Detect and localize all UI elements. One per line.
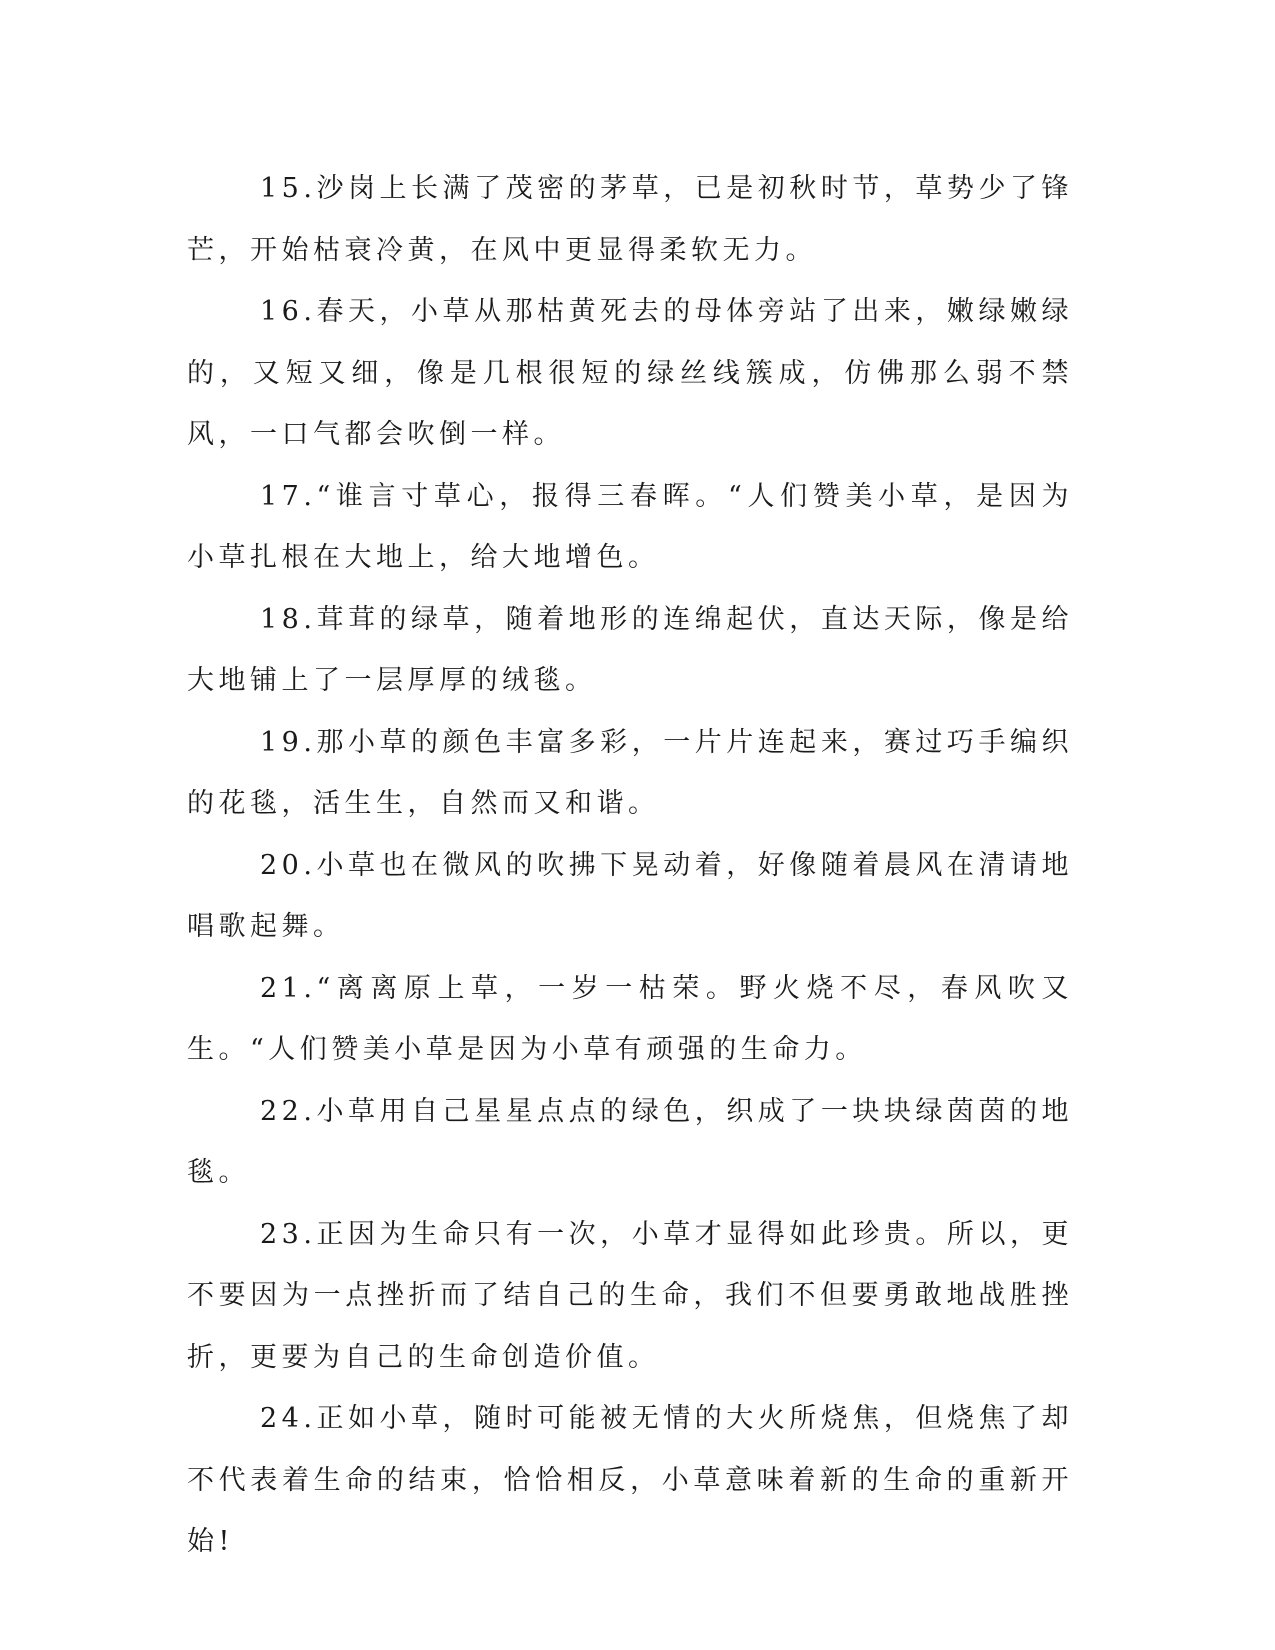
paragraph-23: 23.正因为生命只有一次，小草才显得如此珍贵。所以，更不要因为一点挫折而了结自己的生命，我们不但要勇敢地战胜挫折，更要为自己的生命创造价值。 <box>187 1218 1073 1373</box>
paragraph-21: 21.“离离原上草，一岁一枯荣。野火烧不尽，春风吹又生。“人们赞美小草是因为小草有顽强的生命力。 <box>187 972 1073 1065</box>
paragraph-19: 19.那小草的颜色丰富多彩，一片片连起来，赛过巧手编织的花毯，活生生，自然而又和谐。 <box>187 726 1073 819</box>
paragraph-22: 22.小草用自己星星点点的绿色，织成了一块块绿茵茵的地毯。 <box>187 1095 1073 1188</box>
paragraph-20: 20.小草也在微风的吹拂下晃动着，好像随着晨风在清请地唱歌起舞。 <box>187 849 1073 942</box>
paragraph-15: 15.沙岗上长满了茂密的茅草，已是初秋时节，草势少了锋芒，开始枯衰冷黄，在风中更显得柔软无力。 <box>187 173 1073 266</box>
paragraph-18: 18.茸茸的绿草，随着地形的连绵起伏，直达天际，像是给大地铺上了一层厚厚的绒毯。 <box>187 603 1073 696</box>
paragraph-24: 24.正如小草，随时可能被无情的大火所烧焦，但烧焦了却不代表着生命的结束，恰恰相反，小草意味着新的生命的重新开始! <box>187 1403 1073 1557</box>
document-body <box>187 158 1073 1573</box>
paragraph-16: 16.春天，小草从那枯黄死去的母体旁站了出来，嫩绿嫩绿的，又短又细，像是几根很短的绿丝线簇成，仿佛那么弱不禁风，一口气都会吹倒一样。 <box>187 296 1073 450</box>
paragraph-17: 17.“谁言寸草心，报得三春晖。“人们赞美小草，是因为小草扎根在大地上，给大地增色。 <box>187 480 1073 573</box>
